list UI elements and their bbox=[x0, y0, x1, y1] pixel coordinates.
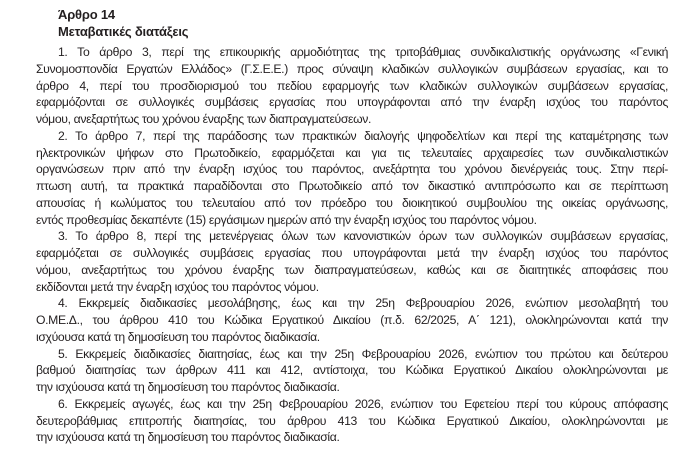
text-line: δευτεροβάθμιας επιτροπής διαιτησίας, του άρθρου 413 του Κώδικα Εργατικού Δικαίου, ολοκληρώνονται με bbox=[36, 413, 668, 428]
text-line: άρθρο 4, περί του προσδιορισμού του πεδίου εφαρμογής των κλαδικών συλλογικών συμβάσεων εργασίας, bbox=[36, 78, 668, 93]
text-line: 6. Εκκρεμείς αγωγές, έως και την 25η Φεβρουαρίου 2026, ενώπιον του Εφετείου περί του κύρους απόφασης bbox=[58, 396, 668, 411]
text-line: εκδίδονται μετά την έναρξη ισχύος του παρόντος νόμου. bbox=[36, 279, 319, 294]
text-line: ισχύουσα κατά τη δημοσίευση του παρόντος διαδικασία. bbox=[36, 329, 320, 344]
text-line: 3. Το άρθρο 8, περί της μετενέργειας όλων των κανονιστικών όρων των συλλογικών συμβάσεων εργασίας, bbox=[58, 229, 668, 244]
text-line: την ισχύουσα κατά τη δημοσίευση του παρόντος διαδικασία. bbox=[36, 380, 340, 394]
text-line: βαθμού διαιτησίας των άρθρων 411 και 412, αντίστοιχα, του Κώδικα Εργατικού Δικαίου ολοκληρώνονται με bbox=[36, 363, 668, 378]
text-line: εντός προθεσμίας δεκαπέντε (15) εργάσιμων ημερών από την έναρξη ισχύος του παρόντος νόμου. bbox=[36, 212, 537, 227]
text-line: εφαρμόζονται σε συλλογικές συμβάσεις εργασίας που υπογράφονται από την έναρξη ισχύος του παρόντος bbox=[36, 95, 668, 110]
text-line: 1. Το άρθρο 3, περί της επικουρικής αρμοδιότητας της τριτοβάθμιας συνδικαλιστικής οργάνωσης «Γενική bbox=[58, 45, 668, 59]
paragraph-3 bbox=[36, 228, 668, 295]
text-line: ηλεκτρονικών ψήφων στο Πρωτοδικείο, εφαρμόζεται και για τις τελευταίες αρχαιρεσίες των συνδικαλιστικών bbox=[36, 145, 668, 160]
text-line: απουσίας ή κωλύματος του τελευταίου από τον πρόεδρο του διοικητικού συμβουλίου της οικείας οργάνωσης, bbox=[36, 195, 668, 210]
article-title: Άρθρο 14 bbox=[58, 7, 115, 22]
paragraph-2 bbox=[36, 128, 668, 229]
text-line: 2. Το άρθρο 7, περί της παράδοσης των πρακτικών διαλογής ψηφοδελτίων και περί της καταμέτρησης των bbox=[58, 128, 668, 143]
paragraph-6 bbox=[36, 396, 668, 446]
paragraph-5 bbox=[36, 346, 668, 396]
paragraph-4 bbox=[36, 295, 668, 345]
text-line: νόμου, ανεξαρτήτως του χρόνου έναρξης των διαπραγματεύσεων, καθώς και σε διαιτητικές αποφάσεις που bbox=[36, 262, 668, 277]
text-line: εφαρμόζεται σε συλλογικές συμβάσεις εργασίας που υπογράφονται μετά την έναρξη ισχύος του παρόντος bbox=[36, 246, 668, 260]
text-line: 4. Εκκρεμείς διαδικασίες μεσολάβησης, έως και την 25η Φεβρουαρίου 2026, ενώπιον μεσολαβητή του bbox=[58, 296, 668, 311]
article-subtitle: Μεταβατικές διατάξεις bbox=[58, 24, 189, 39]
text-line: πτωση αυτή, τα πρακτικά παραδίδονται στο Πρωτοδικείο από τον δικαστικό αντιπρόσωπο και σε περίπτωση bbox=[36, 179, 668, 193]
text-line: Ο.ΜΕ.Δ., του άρθρου 410 του Κώδικα Εργατικού Δικαίου (π.δ. 62/2025, Α΄ 121), ολοκληρώνονται κατά την bbox=[36, 313, 668, 327]
text-line: 5. Εκκρεμείς διαδικασίες διαιτησίας, έως και την 25η Φεβρουαρίου 2026, ενώπιον του πρώτου και δεύτερου bbox=[58, 346, 668, 361]
text-line: νόμου, ανεξαρτήτως του χρόνου έναρξης των διαπραγματεύσεων. bbox=[36, 112, 372, 126]
text-line: Συνομοσπονδία Εργατών Ελλάδος» (Γ.Σ.Ε.Ε.) προς σύναψη κλαδικών συλλογικών συμβάσεων εργασίας, και το bbox=[36, 61, 668, 76]
article-body bbox=[36, 44, 668, 446]
text-line: οργανώσεων πριν από την έναρξη ισχύος του παρόντος, ανεξάρτητα του χρόνου διενέργειάς τους. Στην περί- bbox=[36, 162, 668, 177]
paragraph-1 bbox=[36, 44, 668, 128]
text-line: την ισχύουσα κατά τη δημοσίευση του παρόντος διαδικασία. bbox=[36, 430, 340, 445]
